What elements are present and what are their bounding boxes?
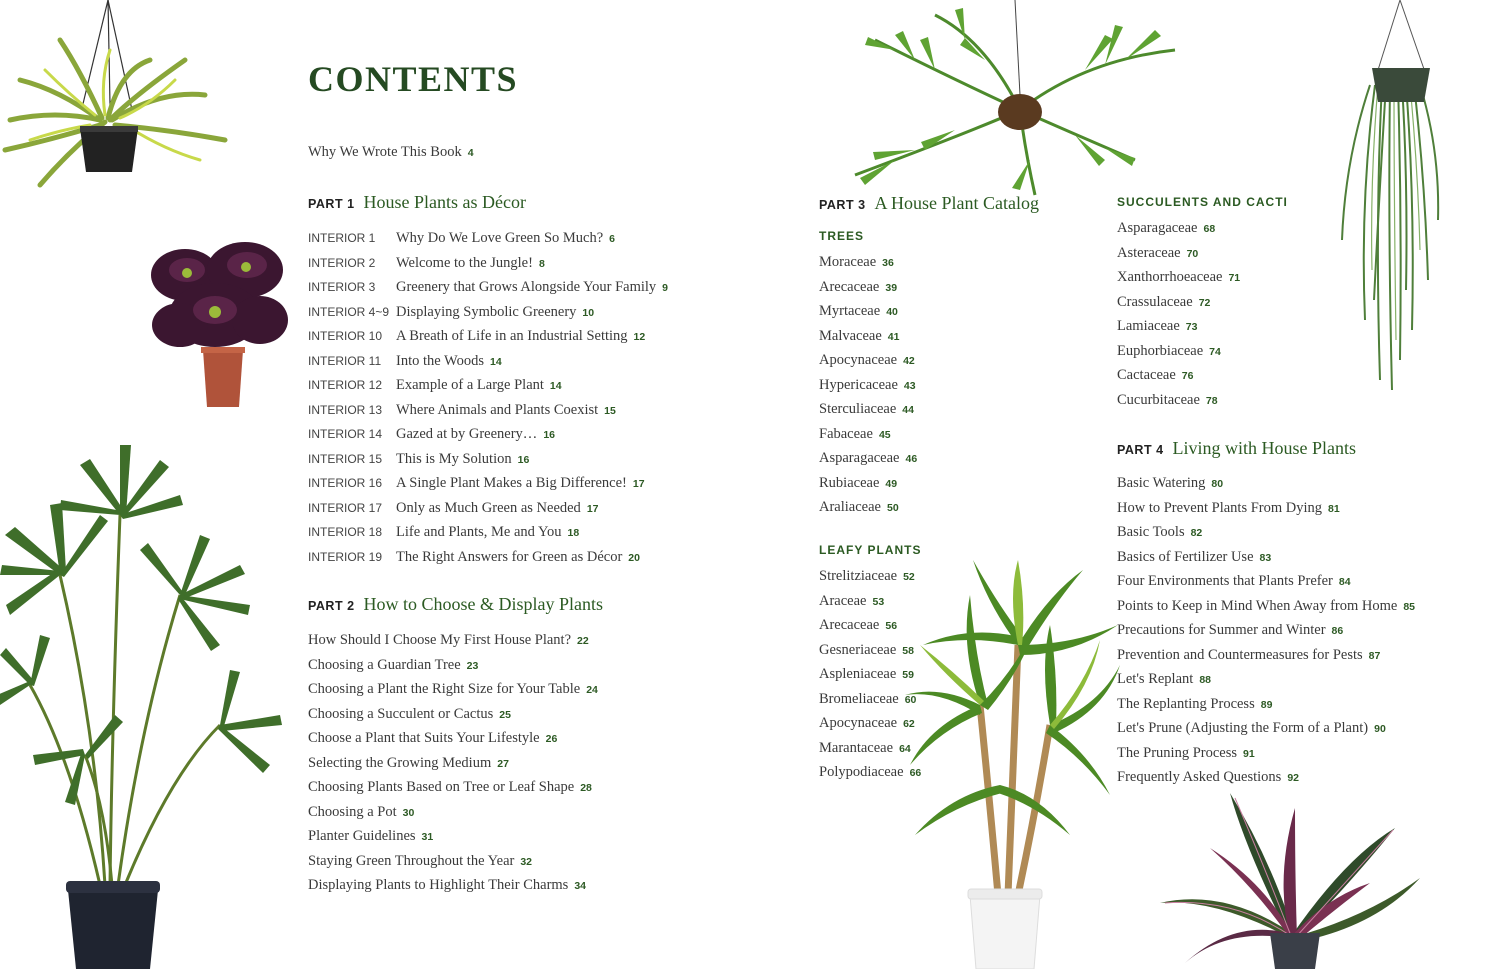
list-item [819, 327, 917, 352]
entry-title: Asparagaceae [1117, 220, 1198, 236]
list-item [819, 253, 917, 278]
entry-title: Strelitziaceae [819, 568, 898, 584]
entry-title: Displaying Plants to Highlight Their Charms [308, 877, 569, 893]
list-item [308, 450, 668, 475]
page-number: 58 [902, 644, 914, 657]
entry-title: Euphorbiaceae [1117, 342, 1204, 359]
entry-title: Planter Guidelines [308, 828, 416, 844]
interior-label: INTERIOR 10 [308, 329, 383, 343]
entry-title: Aspleniaceae [819, 666, 897, 682]
page-number: 8 [538, 257, 545, 270]
trees-list [819, 253, 917, 523]
part-number: PART 2 [308, 599, 355, 613]
entry-title: Moraceae [819, 254, 877, 270]
page-number: 12 [633, 331, 646, 343]
list-item [1117, 391, 1240, 416]
page-number: 45 [878, 428, 891, 441]
list-item [819, 351, 917, 376]
page-number: 16 [517, 453, 530, 466]
list-item [819, 763, 921, 788]
list-item [308, 352, 668, 377]
page-number: 87 [1368, 649, 1381, 662]
page-number: 6 [609, 233, 615, 245]
list-item [308, 631, 598, 656]
interior-label: INTERIOR 13 [308, 402, 383, 417]
part1-heading [308, 192, 526, 213]
page-number: 89 [1260, 698, 1273, 711]
part-number: PART 1 [308, 197, 355, 211]
entry-title: Where Animals and Plants Coexist [396, 401, 599, 418]
entry-title: Cucurbitaceae [1117, 391, 1200, 408]
entry-title: Cactaceae [1117, 367, 1176, 383]
page-number: 14 [549, 380, 562, 392]
list-item [1117, 621, 1415, 646]
entry-title: Apocynaceae [819, 715, 898, 731]
entry-title: Choosing a Succulent or Cactus [308, 705, 494, 722]
interior-label: INTERIOR 18 [308, 525, 383, 539]
entry-title: Choosing a Pot [308, 803, 397, 820]
page-number: 23 [466, 659, 479, 672]
page-number: 68 [1203, 223, 1216, 235]
page-number: 34 [574, 880, 587, 892]
list-item [308, 827, 598, 852]
list-item [1117, 719, 1415, 744]
entry-title: Four Environments that Plants Prefer [1117, 573, 1333, 589]
aeonium-plant-icon [145, 215, 295, 415]
page-number: 40 [886, 306, 898, 318]
entry-title: Xanthorrhoeaceae [1117, 269, 1223, 285]
entry-title: Crassulaceae [1117, 293, 1193, 310]
entry-title: Basics of Fertilizer Use [1117, 548, 1254, 565]
list-item [819, 278, 917, 303]
list-item [819, 690, 921, 715]
page-number: 76 [1181, 370, 1194, 382]
leafy-plants-list [819, 567, 921, 788]
list-item [308, 499, 668, 524]
entry-title: Why We Wrote This Book [308, 144, 462, 160]
list-item [308, 425, 668, 450]
part4-heading [1117, 438, 1356, 459]
entry-title: Bromeliaceae [819, 690, 899, 707]
list-item [1117, 268, 1240, 293]
entry-title: Greenery that Grows Alongside Your Family [396, 279, 657, 295]
entry-title: The Pruning Process [1117, 744, 1238, 761]
interior-label: INTERIOR 3 [308, 280, 376, 294]
part-title: How to Choose & Display Plants [363, 594, 604, 614]
interior-label: INTERIOR 15 [308, 451, 383, 466]
list-item [308, 474, 668, 499]
leafy-plants-heading: LEAFY PLANTS [819, 543, 922, 557]
list-item [308, 376, 668, 401]
list-item [819, 400, 917, 425]
page-number: 18 [567, 527, 580, 539]
page-number: 74 [1209, 345, 1221, 358]
entry-title: Let's Replant [1117, 671, 1194, 687]
entry-title: Selecting the Growing Medium [308, 754, 492, 771]
list-item [308, 729, 598, 754]
list-item [819, 425, 917, 450]
page-number: 9 [662, 282, 669, 294]
page-number: 60 [904, 693, 917, 706]
page-number: 56 [885, 620, 898, 632]
page-number: 50 [886, 502, 899, 514]
page-number: 70 [1186, 247, 1199, 260]
page-number: 42 [903, 355, 915, 367]
page-number: 41 [887, 330, 900, 343]
interior-label: INTERIOR 14 [308, 427, 383, 441]
list-item [1117, 572, 1415, 597]
list-item [308, 705, 598, 730]
page-number: 90 [1374, 723, 1386, 735]
entry-title: Arecaceae [819, 278, 880, 295]
entry-title: Choosing a Plant the Right Size for Your Table [308, 681, 581, 697]
page-number: 26 [545, 733, 558, 745]
page-number: 80 [1211, 478, 1224, 490]
part-title: House Plants as Décor [363, 192, 526, 212]
interior-label: INTERIOR 11 [308, 353, 382, 368]
page-number: 78 [1205, 394, 1218, 407]
entry-title: Hypericaceae [819, 376, 898, 393]
list-item [308, 803, 598, 828]
list-item [308, 278, 668, 303]
entry-title: Only as Much Green as Needed [396, 499, 581, 516]
entry-title: Myrtaceae [819, 303, 881, 319]
entry-title: Choosing Plants Based on Tree or Leaf Shape [308, 779, 575, 795]
list-item [1117, 244, 1240, 269]
entry-title: Example of a Large Plant [396, 377, 544, 393]
list-item [1117, 474, 1415, 499]
entry-title: Frequently Asked Questions [1117, 769, 1282, 785]
interior-label: INTERIOR 17 [308, 500, 383, 515]
interior-label: INTERIOR 4~9 [308, 304, 390, 319]
list-item [819, 498, 917, 523]
page-number: 22 [577, 635, 589, 647]
entry-title: Lamiaceae [1117, 318, 1180, 334]
page-number: 4 [467, 147, 474, 159]
part2-heading [308, 594, 603, 615]
page-number: 52 [903, 571, 915, 583]
page-number: 39 [885, 281, 898, 294]
page-number: 27 [497, 757, 509, 770]
part-number: PART 3 [819, 198, 866, 212]
entry-title: Precautions for Summer and Winter [1117, 622, 1326, 638]
page-number: 32 [520, 855, 533, 868]
page-number: 36 [882, 257, 894, 269]
page-number: 73 [1185, 321, 1198, 333]
list-item [1117, 768, 1415, 793]
lady-palm-icon [0, 425, 320, 969]
list-item [308, 680, 598, 705]
list-item [819, 376, 917, 401]
list-item [1117, 366, 1240, 391]
page-number: 53 [872, 595, 885, 608]
list-item [1117, 293, 1240, 318]
list-item [819, 474, 917, 499]
calathea-plant-icon [1155, 788, 1425, 969]
page-number: 25 [499, 708, 511, 721]
dracaena-plant-icon [900, 555, 1125, 969]
page-number: 66 [909, 767, 922, 779]
page-number: 88 [1199, 674, 1211, 686]
entry-title: A Single Plant Makes a Big Difference! [396, 475, 627, 491]
entry-title: Araceae [819, 592, 867, 609]
page-number: 92 [1287, 772, 1300, 784]
trees-heading: TREES [819, 229, 865, 243]
page-number: 86 [1331, 625, 1344, 637]
list-item [1117, 499, 1415, 524]
part-number: PART 4 [1117, 443, 1164, 457]
page-number: 44 [902, 404, 914, 416]
entry-title: Staying Green Throughout the Year [308, 852, 515, 869]
entry-title: Let's Prune (Adjusting the Form of a Plant) [1117, 720, 1369, 736]
entry-title: Arecaceae [819, 617, 880, 633]
page-number: 49 [885, 477, 898, 490]
page-number: 81 [1328, 502, 1340, 515]
page-number: 31 [421, 831, 434, 843]
entry-title: Araliaceae [819, 499, 881, 515]
list-item [819, 714, 921, 739]
list-item [308, 778, 598, 803]
entry-title: Choosing a Guardian Tree [308, 656, 461, 673]
list-item [1117, 523, 1415, 548]
entry-title: Life and Plants, Me and You [396, 524, 562, 540]
list-item [819, 449, 917, 474]
entry-title: Rubiaceae [819, 474, 880, 491]
list-item [308, 548, 668, 573]
entry-title: Gazed at by Greenery… [396, 426, 538, 442]
page-number: 62 [903, 718, 915, 730]
hanging-succulent-icon [0, 0, 235, 200]
entry-title: How to Prevent Plants From Dying [1117, 499, 1323, 516]
entry-title: Marantaceae [819, 739, 894, 756]
page-number: 64 [899, 742, 911, 755]
page-number: 82 [1190, 527, 1203, 539]
entry-title: Asparagaceae [819, 450, 900, 466]
entry-title: The Replanting Process [1117, 695, 1255, 712]
entry-title: Prevention and Countermeasures for Pests [1117, 646, 1363, 663]
page-number: 17 [586, 502, 599, 515]
interior-label: INTERIOR 2 [308, 255, 376, 270]
page-number: 43 [903, 379, 916, 392]
interior-label: INTERIOR 1 [308, 231, 376, 245]
list-item [1117, 695, 1415, 720]
list-item [819, 616, 921, 641]
page-number: 59 [902, 669, 914, 681]
page-number: 14 [489, 355, 502, 368]
list-item [308, 656, 598, 681]
list-item [308, 401, 668, 426]
page-number: 85 [1403, 600, 1416, 613]
entry-title: Displaying Symbolic Greenery [396, 303, 577, 320]
page-number: 24 [586, 684, 598, 696]
list-item [1117, 342, 1240, 367]
entry-title: Why Do We Love Green So Much? [396, 230, 604, 246]
part2-list [308, 631, 598, 901]
list-item [308, 229, 668, 254]
hanging-fern-icon [835, 0, 1195, 200]
list-item [1117, 548, 1415, 573]
entry-title: Points to Keep in Mind When Away from Home [1117, 597, 1398, 614]
list-item [308, 754, 598, 779]
entry-title: The Right Answers for Green as Décor [396, 548, 623, 565]
page-number: 20 [628, 551, 640, 564]
page-number: 84 [1338, 576, 1351, 588]
entry-title: Sterculiaceae [819, 401, 897, 417]
entry-title: This is My Solution [396, 450, 512, 467]
list-item [1117, 646, 1415, 671]
entry-title: Malvaceae [819, 327, 882, 344]
list-item [308, 852, 598, 877]
page-number: 30 [402, 806, 415, 819]
entry-title: Fabaceae [819, 425, 873, 442]
page-number: 28 [580, 782, 592, 794]
succulents-heading: SUCCULENTS AND CACTI [1117, 195, 1288, 209]
hanging-rhipsalis-icon [1330, 0, 1450, 395]
entry-title: Welcome to the Jungle! [396, 254, 533, 271]
entry-title: Polypodiaceae [819, 764, 904, 780]
page-number: 91 [1243, 747, 1255, 760]
page-number: 10 [582, 306, 595, 319]
list-item [308, 327, 668, 352]
page-number: 17 [632, 478, 645, 490]
list-item [308, 254, 668, 279]
entry-title: Choose a Plant that Suits Your Lifestyle [308, 730, 540, 746]
list-item [1117, 597, 1415, 622]
list-item [1117, 317, 1240, 342]
interior-label: INTERIOR 16 [308, 476, 383, 490]
list-item [1117, 219, 1240, 244]
list-item [819, 567, 921, 592]
list-item [308, 876, 598, 901]
part4-list [1117, 474, 1415, 793]
page-title: CONTENTS [308, 59, 519, 99]
entry-title: Basic Watering [1117, 475, 1206, 491]
page-number: 16 [543, 429, 555, 441]
list-item [1117, 744, 1415, 769]
entry-title: Asteraceae [1117, 244, 1181, 261]
interior-label: INTERIOR 19 [308, 549, 383, 564]
entry-title: How Should I Choose My First House Plant? [308, 632, 572, 648]
list-item [819, 641, 921, 666]
part1-list [308, 229, 668, 572]
list-item [1117, 670, 1415, 695]
entry-title: Apocynaceae [819, 352, 898, 368]
entry-title: Gesneriaceae [819, 641, 897, 658]
list-item [819, 665, 921, 690]
part-title: Living with House Plants [1172, 438, 1357, 458]
list-item [308, 523, 668, 548]
succulents-list [1117, 219, 1240, 415]
entry-title: Basic Tools [1117, 524, 1185, 540]
list-item [308, 303, 668, 328]
page-number: 72 [1198, 296, 1211, 309]
list-item [819, 739, 921, 764]
page-number: 46 [905, 453, 918, 465]
page-number: 71 [1228, 272, 1241, 284]
entry-title: Into the Woods [396, 352, 484, 369]
part-title: A House Plant Catalog [874, 193, 1040, 213]
page-number: 15 [604, 404, 616, 417]
toc-entry-intro [308, 144, 474, 161]
page-number: 83 [1259, 551, 1272, 564]
interior-label: INTERIOR 12 [308, 378, 383, 392]
list-item [819, 302, 917, 327]
list-item [819, 592, 921, 617]
part3-heading [819, 193, 1039, 214]
entry-title: A Breath of Life in an Industrial Setting [396, 328, 628, 344]
